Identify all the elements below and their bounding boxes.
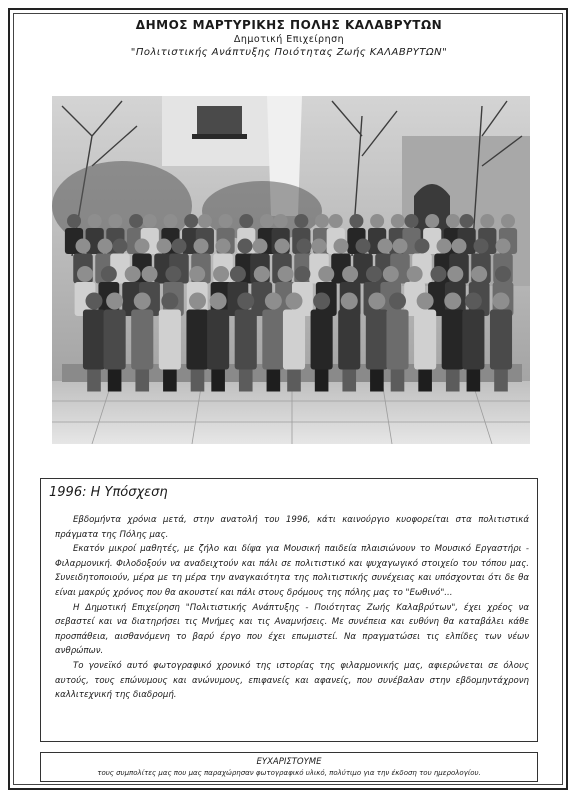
crowd-person-body	[262, 310, 284, 370]
crowd-person-head	[391, 214, 405, 228]
crowd-person-head	[495, 266, 511, 282]
crowd-person-head	[237, 293, 254, 310]
crowd-person-head	[230, 266, 246, 282]
crowd-person-head	[239, 214, 253, 228]
crowd-person-legs	[391, 370, 405, 392]
crowd-person-head	[213, 266, 229, 282]
header-municipality: ΔΗΜΟΣ ΜΑΡΤΥΡΙΚΗΣ ΠΟΛΗΣ ΚΑΛΑΒΡΥΤΩΝ	[135, 18, 443, 32]
crowd-person-head	[444, 293, 461, 310]
crowd-person-legs	[467, 370, 481, 392]
crowd-person-body	[83, 310, 105, 370]
crowd-person-head	[501, 214, 515, 228]
crowd-person-head	[86, 293, 103, 310]
crowd-person-legs	[239, 370, 253, 392]
crowd-person-head	[297, 239, 312, 254]
crowd-person-head	[294, 214, 308, 228]
thanks-panel	[40, 752, 538, 782]
crowd-person-legs	[342, 370, 356, 392]
crowd-person-head	[452, 239, 467, 254]
header-enterprise: Δημοτική Επιχείρηση	[233, 34, 345, 45]
crowd-person-head	[189, 266, 205, 282]
crowd-person-legs	[446, 370, 460, 392]
crowd-person-legs	[135, 370, 149, 392]
crowd-person-body	[386, 310, 408, 370]
section-body	[55, 513, 529, 703]
crowd-person-head	[142, 266, 158, 282]
crowd-person-head	[405, 214, 419, 228]
paragraph-1: Εβδομήντα χρόνια μετά, στην ανατολή του 1996, κάτι καινούργιο κυοφορείται στα πολιτιστικά πράγματα της Πόλης μας.	[55, 515, 529, 540]
group-photo-illustration	[52, 96, 530, 444]
crowd-person-head	[480, 214, 494, 228]
crowd-person-head	[143, 214, 157, 228]
crowd-person-head	[446, 214, 460, 228]
group-photo	[52, 96, 530, 444]
crowd-person-body	[186, 310, 208, 370]
crowd-person-head	[447, 266, 463, 282]
crowd-person-head	[430, 266, 446, 282]
crowd-person-body	[311, 310, 333, 370]
paragraph-3: Η Δημοτική Επιχείρηση "Πολιτιστικής Ανάπτυξης - Ποιότητας Ζωής Καλαβρύτων", έχει χρέος να σεβαστεί και να διατηρήσει τις Μνήμες και τις Αναμνήσεις. Με συνέπεια και ευθύνη θα καταβάλει κάθε προσπάθεια, αισθανόμενη το βαρύ έργο που έχει επωμιστεί. Να πραγματώσει τις ελπίδες των νέων ανθρώπων.	[55, 602, 529, 657]
crowd-person-legs	[211, 370, 225, 392]
crowd-person-body	[131, 310, 153, 370]
photo-window	[197, 106, 242, 138]
crowd-person-body	[104, 310, 126, 370]
crowd-person-head	[349, 214, 363, 228]
crowd-person-head	[189, 293, 206, 310]
crowd-person-head	[88, 214, 102, 228]
crowd-person-head	[184, 214, 198, 228]
crowd-person-head	[312, 239, 327, 254]
crowd-person-head	[471, 266, 487, 282]
crowd-person-legs	[494, 370, 508, 392]
crowd-person-head	[417, 293, 434, 310]
header-enterprise-name: "Πολιτιστικής Ανάπτυξης Ποιότητας Ζωής ΚΑΛΑΒΡΥΤΩΝ"	[130, 47, 448, 58]
page-header	[20, 17, 558, 60]
crowd-person-body	[235, 310, 257, 370]
crowd-person-head	[415, 239, 430, 254]
crowd-person-head	[67, 214, 81, 228]
crowd-person-head	[216, 239, 231, 254]
crowd-person-legs	[191, 370, 205, 392]
crowd-person-body	[414, 310, 436, 370]
crowd-person-head	[106, 293, 123, 310]
crowd-person-head	[341, 293, 358, 310]
crowd-person-head	[129, 214, 143, 228]
crowd-person-head	[407, 266, 423, 282]
crowd-person-head	[238, 239, 253, 254]
crowd-person-head	[356, 239, 371, 254]
crowd-person-head	[161, 293, 178, 310]
crowd-person-head	[274, 214, 288, 228]
crowd-person-legs	[267, 370, 281, 392]
crowd-person-body	[338, 310, 360, 370]
crowd-person-head	[108, 214, 122, 228]
thanks-title: ΕΥΧΑΡΙΣΤΟΥΜΕ	[256, 757, 322, 767]
crowd-person-head	[219, 214, 233, 228]
crowd-person-head	[172, 239, 187, 254]
text-panel	[40, 478, 538, 742]
crowd-person-head	[315, 214, 329, 228]
crowd-person-legs	[163, 370, 177, 392]
crowd-person-legs	[108, 370, 122, 392]
crowd-person-head	[342, 266, 358, 282]
paragraph-4: Το γονεϊκό αυτό φωτογραφικό χρονικό της ιστορίας της φιλαρμονικής μας, αφιερώνεται σε όλους αυτούς, τους επώνυμους και ανώνυμους, επιφανείς και αφανείς, που συνέβαλαν στην εβδομηντάχρονη καλλιτεχνική της διαδρομή.	[55, 660, 529, 701]
crowd-person-head	[260, 214, 274, 228]
crowd-person-head	[318, 266, 334, 282]
crowd-person-head	[425, 214, 439, 228]
crowd-person-head	[134, 293, 151, 310]
paragraph-2: Εκατόν μικροί μαθητές, με ζήλο και δίψα για Μουσική παιδεία πλαισιώνουν το Μουσικό Εργαστήρι - Φιλαρμονική. Φιλοδοξούν να αναδειχτούν και πάλι σε πολιτιστικό και ψυχαγωγικό στοιχείο του τόπου μας. Συνειδητοποιούν, μέρα με τη μέρα την αναγκαιότητα της πολιτιστικής συνέχειας και υπόσχονται ότι δε θα είναι μακρύς χρόνος που θα ακουστεί και πάλι στους δρόμους της πόλης μας το "Εωθινό"...	[55, 544, 529, 598]
crowd-person-body	[366, 310, 388, 370]
crowd-person-head	[496, 239, 511, 254]
crowd-person-legs	[87, 370, 101, 392]
crowd-person-body	[207, 310, 229, 370]
crowd-person-legs	[287, 370, 301, 392]
crowd-person-head	[198, 214, 212, 228]
crowd-person-legs	[370, 370, 384, 392]
crowd-person-head	[378, 239, 393, 254]
crowd-person-head	[135, 239, 150, 254]
section-title: 1996: Η Υπόσχεση	[49, 485, 168, 500]
photo-balcony	[192, 134, 247, 139]
crowd-person-head	[101, 266, 117, 282]
crowd-person-head	[125, 266, 141, 282]
crowd-person-body	[442, 310, 464, 370]
crowd-person-body	[462, 310, 484, 370]
crowd-person-head	[370, 214, 384, 228]
crowd-person-head	[465, 293, 482, 310]
crowd-person-head	[210, 293, 227, 310]
crowd-person-legs	[418, 370, 432, 392]
thanks-text: τους συμπολίτες μας που μας παραχώρησαν φωτογραφικό υλικό, πολύτιμο για την έκδοση του ημερολογίου.	[97, 769, 481, 777]
crowd-person-head	[286, 293, 303, 310]
crowd-person-head	[334, 239, 349, 254]
crowd-person-head	[368, 293, 385, 310]
crowd-person-head	[366, 266, 382, 282]
crowd-person-head	[157, 239, 172, 254]
crowd-person-head	[265, 293, 282, 310]
crowd-person-body	[490, 310, 512, 370]
crowd-person-head	[383, 266, 399, 282]
crowd-person-head	[474, 239, 489, 254]
crowd-person-head	[437, 239, 452, 254]
crowd-person-head	[165, 266, 181, 282]
crowd-person-head	[275, 239, 290, 254]
crowd-person-head	[113, 239, 128, 254]
crowd-person-head	[278, 266, 294, 282]
crowd-person-head	[389, 293, 406, 310]
crowd-person-body	[283, 310, 305, 370]
crowd-person-head	[253, 239, 268, 254]
crowd-person-head	[493, 293, 510, 310]
crowd-person-head	[194, 239, 209, 254]
crowd-person-head	[313, 293, 330, 310]
crowd-person-head	[329, 214, 343, 228]
crowd-person-head	[98, 239, 113, 254]
crowd-person-head	[254, 266, 270, 282]
crowd-person-legs	[315, 370, 329, 392]
crowd-person-head	[294, 266, 310, 282]
crowd-person-head	[393, 239, 408, 254]
crowd-person-head	[460, 214, 474, 228]
crowd-person-head	[77, 266, 93, 282]
crowd-person-head	[76, 239, 91, 254]
crowd-person-head	[163, 214, 177, 228]
crowd-person-body	[159, 310, 181, 370]
